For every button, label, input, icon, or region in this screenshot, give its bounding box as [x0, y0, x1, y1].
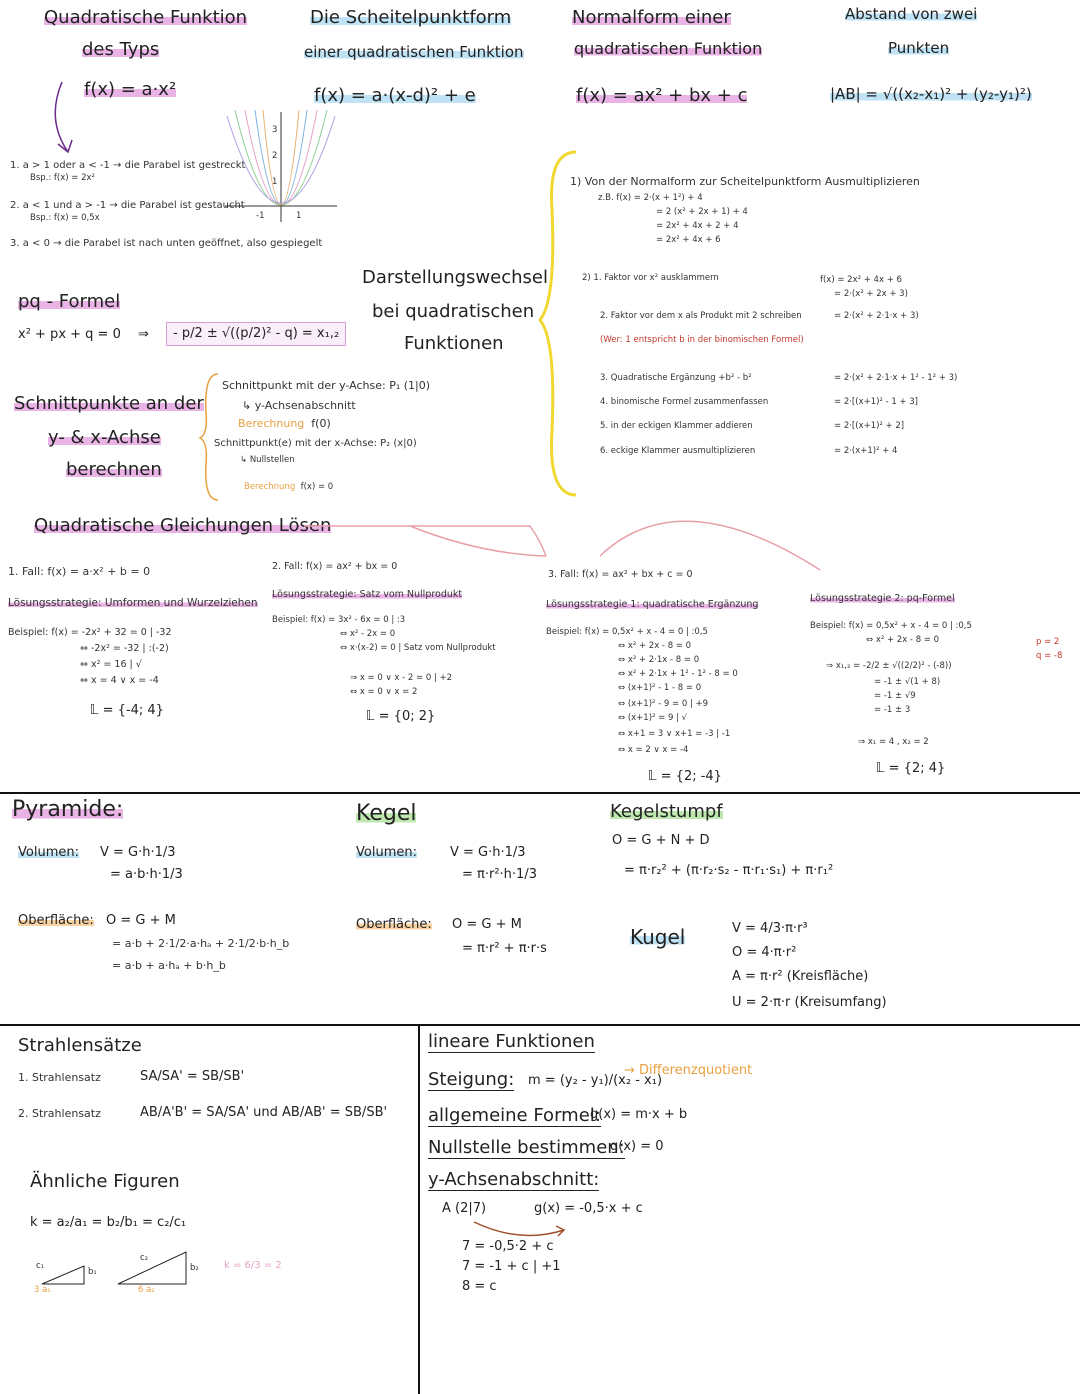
- strahlen-title: Strahlensätze: [18, 1035, 142, 1056]
- pq-equation: x² + px + q = 0: [18, 327, 121, 342]
- kegel-ob-2: = π·r² + π·r·s: [462, 941, 547, 956]
- tri2-a: 6 a₂: [138, 1285, 155, 1295]
- fall1-line-2: ⇔ -2x² = -32 | :(-2): [80, 643, 169, 654]
- strat2-side-p: p = 2: [1036, 637, 1060, 647]
- graph-y-tick-3: 3: [272, 125, 278, 135]
- allg-formula: g(x) = m·x + b: [590, 1107, 688, 1122]
- pyramide-ob-3: = a·b + a·hₐ + b·h_b: [112, 959, 226, 972]
- pyramide-vol-label: Volumen:: [18, 845, 79, 860]
- fall2-line-2: ⇔ x² - 2x = 0: [340, 629, 396, 639]
- schnitt-item-1-sub: ↳ y-Achsenabschnitt: [242, 399, 356, 412]
- pyramide-vol-1: V = G·h·1/3: [100, 845, 176, 860]
- fall1-head: 1. Fall: f(x) = a·x² + b = 0: [8, 565, 151, 578]
- schnitt-item-2-sub: ↳ Nullstellen: [240, 455, 295, 465]
- quaderg-calc-1: f(x) = 2x² + 4x + 6: [820, 275, 902, 285]
- fall3-strat: Lösungsstrategie 1: quadratische Ergänzung: [546, 599, 759, 610]
- quad-func-formula: f(x) = a·x²: [84, 79, 177, 100]
- schnitt-title-1: Schnittpunkte an der: [14, 393, 204, 414]
- divider-bottom: [0, 1024, 1080, 1026]
- triangle-small: [40, 1264, 86, 1286]
- case-1-example: Bsp.: f(x) = 2x²: [30, 173, 95, 183]
- yab-point: A (2|7): [442, 1201, 487, 1216]
- quaderg-step-2: 2. Faktor vor dem x als Produkt mit 2 schreiben: [600, 311, 802, 321]
- strahlen-s1-label: 1. Strahlensatz: [18, 1071, 101, 1084]
- schnitt-item-2: Schnittpunkt(e) mit der x-Achse: P₂ (x|0): [214, 438, 417, 449]
- kegelstumpf-f2: = π·r₂² + (π·r₂·s₂ - π·r₁·s₁) + π·r₁²: [624, 863, 834, 878]
- kegel-vol-1: V = G·h·1/3: [450, 845, 526, 860]
- null-formula: g(x) = 0: [610, 1139, 664, 1154]
- fall1-line-3: ⇔ x² = 16 | √: [80, 659, 142, 670]
- darst-title-2: bei quadratischen: [372, 301, 535, 322]
- kegelstumpf-title: Kegelstumpf: [610, 801, 723, 822]
- tri1-c: c₁: [36, 1261, 45, 1271]
- aehn-title: Ähnliche Figuren: [30, 1171, 180, 1192]
- strat2-line-1: Beispiel: f(x) = 0,5x² + x - 4 = 0 | :0,5: [810, 621, 972, 631]
- case-2-example: Bsp.: f(x) = 0,5x: [30, 213, 100, 223]
- fall3-line-7: ⇔ (x+1)² = 9 | √: [618, 713, 688, 723]
- fall3-line-3: ⇔ x² + 2·1x - 8 = 0: [618, 655, 700, 665]
- kugel-title: Kugel: [630, 925, 686, 949]
- strat2-side-q: q = -8: [1036, 651, 1063, 661]
- quaderg-step-1: 2) 1. Faktor vor x² ausklammern: [582, 273, 719, 283]
- strat2-line-6: = -1 ± 3: [874, 705, 911, 715]
- quaderg-calc-5: = 2·[(x+1)² - 1 + 3]: [834, 397, 918, 407]
- allg-label: allgemeine Formel:: [428, 1105, 601, 1126]
- schnitt-item-2-calc: Berechnung f(x) = 0: [244, 482, 334, 492]
- linear-title: lineare Funktionen: [428, 1031, 595, 1052]
- fall3-head: 3. Fall: f(x) = ax² + bx + c = 0: [548, 569, 693, 580]
- kegelstumpf-f1: O = G + N + D: [612, 833, 710, 848]
- yab-eq: g(x) = -0,5·x + c: [534, 1201, 643, 1216]
- fall2-line-3: ⇔ x·(x-2) = 0 | Satz vom Nullprodukt: [340, 643, 496, 653]
- yellow-brace: [538, 150, 578, 500]
- tri1-b: b₁: [88, 1267, 97, 1277]
- fall3-line-1: Beispiel: f(x) = 0,5x² + x - 4 = 0 | :0,5: [546, 627, 708, 637]
- steig-formula: m = (y₂ - y₁)/(x₂ - x₁): [528, 1073, 663, 1088]
- ausmult-line-4: = 2x² + 4x + 6: [656, 235, 721, 245]
- triangle-large: [116, 1250, 188, 1286]
- fall1-result: 𝕃 = {-4; 4}: [90, 703, 164, 718]
- darst-title-1: Darstellungswechsel: [362, 267, 548, 288]
- fall2-line-4: ⇒ x = 0 ∨ x - 2 = 0 | +2: [350, 673, 453, 683]
- pq-solution: - p/2 ± √((p/2)² - q) = x₁,₂: [166, 322, 346, 346]
- abstand-subtitle: Punkten: [888, 39, 950, 57]
- parabola-graph: [225, 110, 340, 225]
- quaderg-step-5: 5. in der eckigen Klammer addieren: [600, 421, 753, 431]
- fall1-line-4: ⇔ x = 4 ∨ x = -4: [80, 675, 159, 686]
- yab-step-2: 7 = -1 + c | +1: [462, 1259, 561, 1274]
- strat2-line-7: ⇒ x₁ = 4 , x₂ = 2: [858, 737, 929, 747]
- graph-x-tick-neg1: -1: [256, 211, 265, 221]
- orange-brace: [200, 372, 220, 502]
- graph-x-tick-1: 1: [296, 211, 302, 221]
- normal-title: Normalform einer: [572, 7, 731, 28]
- fall3-result: 𝕃 = {2; -4}: [648, 769, 722, 784]
- quad-func-title: Quadratische Funktion: [44, 7, 248, 28]
- fall2-head: 2. Fall: f(x) = ax² + bx = 0: [272, 561, 398, 572]
- kegel-ob-1: O = G + M: [452, 917, 522, 932]
- kugel-f4: U = 2·π·r (Kreisumfang): [732, 995, 887, 1010]
- fall1-strat: Lösungsstrategie: Umformen und Wurzelziehen: [8, 597, 258, 609]
- scheitel-subtitle: einer quadratischen Funktion: [304, 43, 524, 61]
- scheitel-formula: f(x) = a·(x-d)² + e: [314, 85, 476, 106]
- fall3-line-8: ⇔ x+1 = 3 ∨ x+1 = -3 | -1: [618, 729, 731, 739]
- fall2-line-5: ⇔ x = 0 ∨ x = 2: [350, 687, 418, 697]
- pyramide-ob-1: O = G + M: [106, 913, 176, 928]
- pyramide-ob-label: Oberfläche:: [18, 913, 94, 928]
- strahlen-s2: AB/A'B' = SA/SA' und AB/AB' = SB/SB': [140, 1105, 388, 1120]
- quaderg-calc-4: = 2·(x² + 2·1·x + 1² - 1² + 3): [834, 373, 958, 383]
- kegel-ob-label: Oberfläche:: [356, 917, 432, 932]
- ausmult-line-2: = 2 (x² + 2x + 1) + 4: [656, 207, 748, 217]
- curved-arrow-icon: [50, 80, 80, 160]
- abstand-title: Abstand von zwei: [845, 5, 978, 23]
- ausmult-line-3: = 2x² + 4x + 2 + 4: [656, 221, 739, 231]
- kegel-vol-2: = π·r²·h·1/3: [462, 867, 537, 882]
- tri1-a: 3 a₁: [34, 1285, 51, 1295]
- strat2-line-2: ⇔ x² + 2x - 8 = 0: [866, 635, 940, 645]
- yab-step-3: 8 = c: [462, 1279, 497, 1294]
- null-label: Nullstelle bestimmen:: [428, 1137, 625, 1158]
- fall3-line-6: ⇔ (x+1)² - 9 = 0 | +9: [618, 699, 709, 709]
- abstand-formula: |AB| = √((x₂-x₁)² + (y₂-y₁)²): [830, 85, 1032, 103]
- quaderg-step-3: 3. Quadratische Ergänzung +b² - b²: [600, 373, 752, 383]
- case-1: 1. a > 1 oder a < -1 → die Parabel ist gestreckt: [10, 160, 246, 171]
- kegel-vol-label: Volumen:: [356, 845, 417, 860]
- pq-title: pq - Formel: [18, 291, 121, 312]
- fall3-line-9: ⇔ x = 2 ∨ x = -4: [618, 745, 689, 755]
- ausmult-line-1: z.B. f(x) = 2·(x + 1²) + 4: [598, 193, 703, 203]
- yab-label: y-Achsenabschnitt:: [428, 1169, 600, 1190]
- kugel-f1: V = 4/3·π·r³: [732, 921, 808, 936]
- strat2-line-3: ⇒ x₁,₂ = -2/2 ± √((2/2)² - (-8)): [826, 661, 952, 671]
- aehn-formula: k = a₂/a₁ = b₂/b₁ = c₂/c₁: [30, 1215, 187, 1230]
- graph-y-tick-2: 2: [272, 151, 278, 161]
- graph-y-tick-1: 1: [272, 177, 278, 187]
- normal-formula: f(x) = ax² + bx + c: [576, 85, 748, 106]
- schnitt-item-1: Schnittpunkt mit der y-Achse: P₁ (1|0): [222, 379, 431, 392]
- pyramide-title: Pyramide:: [12, 797, 124, 822]
- strat2-head: Lösungsstrategie 2: pq-Formel: [810, 593, 955, 604]
- quaderg-step-4: 4. binomische Formel zusammenfassen: [600, 397, 769, 407]
- ausmult-heading: 1) Von der Normalform zur Scheitelpunktform Ausmultiplizieren: [570, 175, 920, 188]
- pyramide-vol-2: = a·b·h·1/3: [110, 867, 183, 882]
- strahlen-s2-label: 2. Strahlensatz: [18, 1107, 101, 1120]
- quaderg-step-6: 6. eckige Klammer ausmultiplizieren: [600, 446, 756, 456]
- fall2-strat: Lösungsstrategie: Satz vom Nullprodukt: [272, 589, 463, 600]
- normal-subtitle: quadratischen Funktion: [574, 39, 763, 58]
- quaderg-calc-3: = 2·(x² + 2·1·x + 3): [834, 311, 919, 321]
- fall1-line-1: Beispiel: f(x) = -2x² + 32 = 0 | -32: [8, 627, 172, 638]
- schnitt-title-3: berechnen: [66, 459, 162, 480]
- steig-label: Steigung:: [428, 1069, 515, 1090]
- steig-diff: → Differenzquotient: [624, 1063, 753, 1078]
- gleich-title: Quadratische Gleichungen Lösen: [34, 515, 332, 536]
- darst-title-3: Funktionen: [404, 333, 504, 354]
- schnitt-title-2: y- & x-Achse: [48, 427, 161, 448]
- strahlen-s1: SA/SA' = SB/SB': [140, 1069, 245, 1084]
- strat2-line-5: = -1 ± √9: [874, 691, 916, 701]
- scheitel-title: Die Scheitelpunktform: [310, 7, 512, 28]
- kugel-f2: O = 4·π·r²: [732, 945, 797, 960]
- pyramide-ob-2: = a·b + 2·1/2·a·hₐ + 2·1/2·b·h_b: [112, 937, 290, 950]
- case-2: 2. a < 1 und a > -1 → die Parabel ist gestaucht: [10, 200, 245, 211]
- quad-func-subtitle: des Typs: [82, 39, 160, 60]
- divider-vertical: [418, 1026, 420, 1394]
- divider-geometry: [0, 792, 1080, 794]
- schnitt-item-1-calc: Berechnung f(0): [238, 417, 331, 430]
- tri2-c: c₂: [140, 1253, 149, 1263]
- quaderg-step-note: (Wer: 1 entspricht b in der binomischen Formel): [600, 335, 804, 345]
- strat2-result: 𝕃 = {2; 4}: [876, 761, 946, 776]
- fall3-line-4: ⇔ x² + 2·1x + 1² - 1² - 8 = 0: [618, 669, 738, 679]
- kegel-title: Kegel: [356, 801, 417, 826]
- kugel-f3: A = π·r² (Kreisfläche): [732, 969, 869, 984]
- yab-step-1: 7 = -0,5·2 + c: [462, 1239, 554, 1254]
- fall3-line-5: ⇔ (x+1)² - 1 - 8 = 0: [618, 683, 702, 693]
- strat2-line-4: = -1 ± √(1 + 8): [874, 677, 941, 687]
- tri2-b: b₂: [190, 1263, 199, 1273]
- aehn-example: k = 6/3 = 2: [224, 1260, 282, 1271]
- case-3: 3. a < 0 → die Parabel ist nach unten geöffnet, also gespiegelt: [10, 238, 323, 249]
- fall3-line-2: ⇔ x² + 2x - 8 = 0: [618, 641, 692, 651]
- fall2-line-1: Beispiel: f(x) = 3x² - 6x = 0 | :3: [272, 615, 406, 625]
- quaderg-calc-7: = 2·(x+1)² + 4: [834, 446, 898, 456]
- quaderg-calc-6: = 2·[(x+1)² + 2]: [834, 421, 905, 431]
- fall2-result: 𝕃 = {0; 2}: [366, 709, 436, 724]
- pq-arrow: ⇒: [138, 327, 149, 342]
- quaderg-calc-2: = 2·(x² + 2x + 3): [834, 289, 908, 299]
